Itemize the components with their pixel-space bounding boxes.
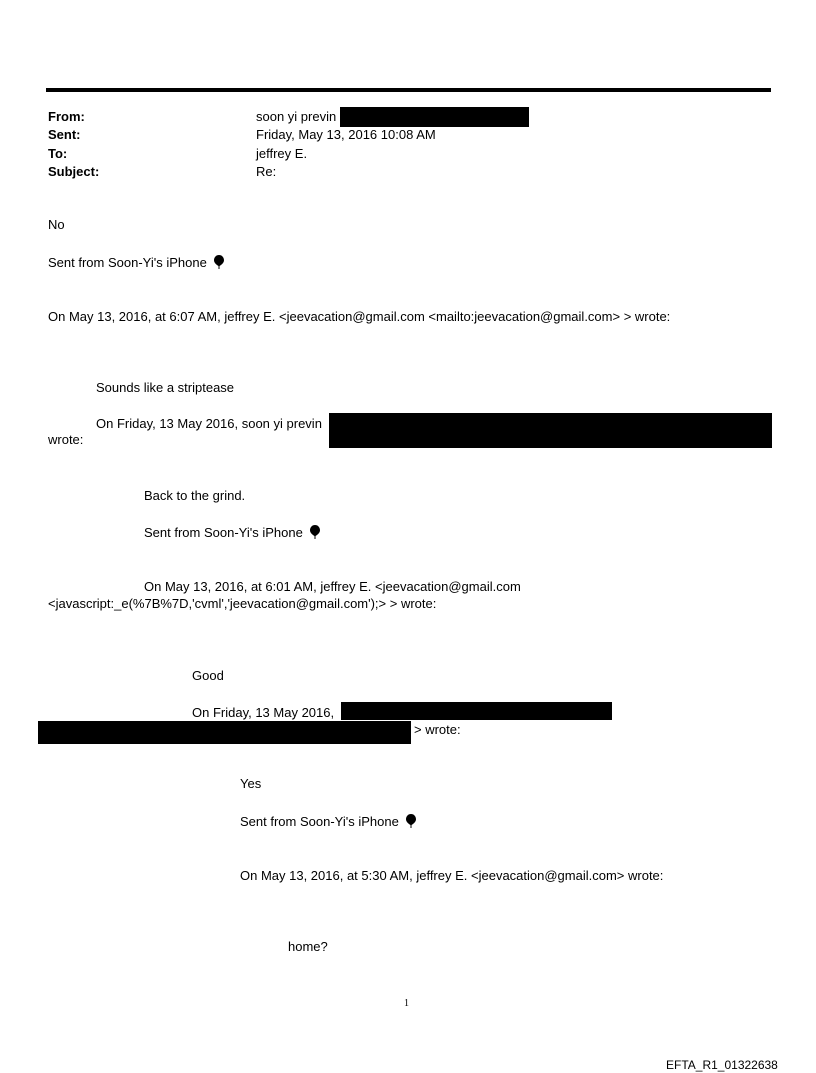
sent-value: Friday, May 13, 2016 10:08 AM (256, 127, 436, 142)
quote-header-continuation: wrote: (48, 432, 84, 447)
message-text: Yes (240, 776, 262, 791)
redaction-box (329, 413, 772, 448)
subject-label: Subject: (48, 164, 100, 179)
signature-text: Sent from Soon-Yi's iPhone (48, 255, 207, 270)
signature-text: Sent from Soon-Yi's iPhone (144, 525, 303, 540)
from-value: soon yi previn (256, 109, 337, 124)
message-text: Good (192, 668, 224, 683)
message-text: Sounds like a striptease (96, 380, 235, 395)
redaction-box (341, 702, 612, 720)
subject-value: Re: (256, 164, 277, 179)
document-id: EFTA_R1_01322638 (666, 1058, 778, 1072)
balloon-icon (214, 255, 224, 269)
sent-label: Sent: (48, 127, 81, 142)
page-number: 1 (404, 998, 409, 1009)
balloon-icon (310, 525, 320, 539)
to-value: jeffrey E. (256, 146, 308, 161)
from-label: From: (48, 109, 85, 124)
signature-text: Sent from Soon-Yi's iPhone (240, 814, 399, 829)
signature-line (240, 814, 416, 830)
quote-header-continuation: <javascript:_e(%7B%7D,'cvml','jeevacation@gmail.com');> > wrote: (48, 596, 437, 611)
quote-header-continuation: > wrote: (414, 722, 461, 737)
redaction-box (38, 721, 411, 744)
quote-header: On May 13, 2016, at 5:30 AM, jeffrey E. <jeevacation@gmail.com> wrote: (240, 868, 664, 883)
message-text: Back to the grind. (144, 488, 246, 503)
header-rule (46, 88, 771, 92)
reply-text: No (48, 217, 65, 232)
signature-line (144, 525, 320, 541)
quote-header: On May 13, 2016, at 6:07 AM, jeffrey E. <jeevacation@gmail.com <mailto:jeevacation@gmail.com> > wrote: (48, 309, 671, 324)
message-text: home? (288, 939, 328, 954)
quote-header: On Friday, 13 May 2016, (192, 705, 335, 720)
quote-header: On May 13, 2016, at 6:01 AM, jeffrey E. <jeevacation@gmail.com (144, 579, 521, 594)
to-label: To: (48, 146, 68, 161)
redaction-box (340, 107, 529, 127)
signature-line (48, 255, 224, 271)
balloon-icon (406, 814, 416, 828)
quote-header: On Friday, 13 May 2016, soon yi previn (96, 416, 322, 431)
